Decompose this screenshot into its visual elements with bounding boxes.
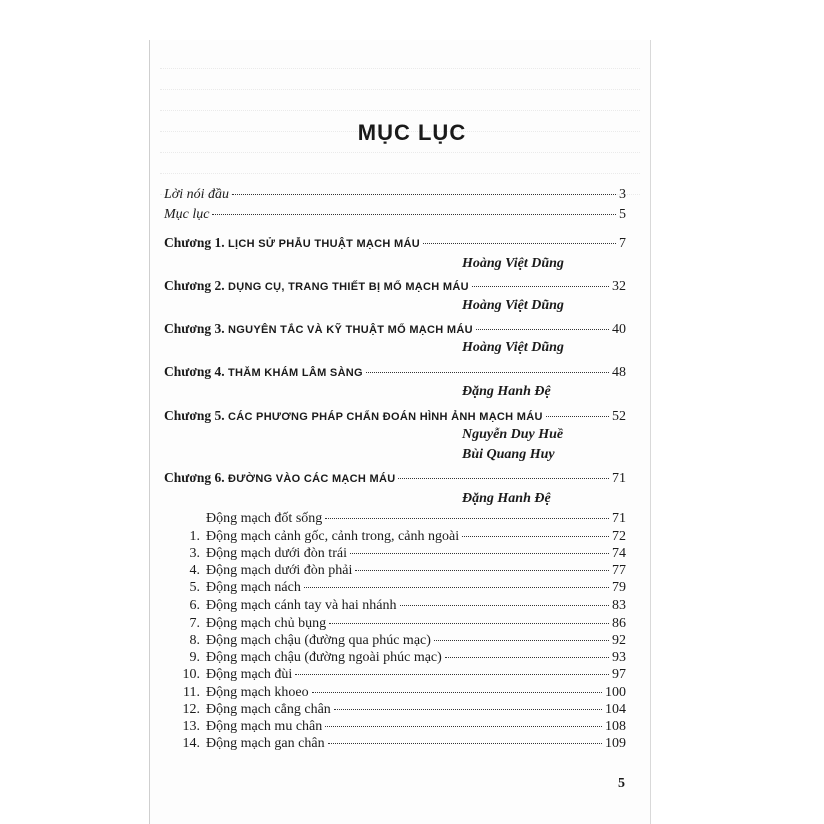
- toc-page-number: 74: [612, 546, 626, 561]
- dot-leader: [232, 194, 616, 195]
- section-number: 9.: [189, 650, 200, 665]
- dot-leader: [445, 657, 609, 658]
- toc-page-number: 71: [612, 471, 626, 486]
- toc-section[interactable]: [178, 616, 626, 632]
- section-number: 13.: [182, 719, 200, 734]
- section-label: [178, 719, 322, 735]
- page-number-folio: 5: [618, 776, 625, 791]
- section-title: Động mạch chủ bụng: [206, 616, 327, 631]
- dot-leader: [546, 416, 609, 417]
- toc-page-number: 32: [612, 279, 626, 294]
- section-title: Động mạch cảnh gốc, cảnh trong, cảnh ngoài: [206, 529, 460, 544]
- dot-leader: [304, 587, 609, 588]
- chapter-author: Hoàng Việt Dũng: [462, 298, 564, 313]
- chapter-label: [164, 364, 363, 380]
- chapter-label: [164, 278, 469, 294]
- section-label: [178, 511, 322, 527]
- section-label: [178, 529, 459, 545]
- section-label: [178, 598, 397, 614]
- toc-chapter-4[interactable]: [164, 364, 626, 381]
- toc-section[interactable]: [178, 580, 626, 596]
- section-label: [178, 563, 352, 579]
- chapter-author: Bùi Quang Huy: [462, 447, 555, 462]
- section-title: Động mạch dưới đòn phải: [206, 563, 353, 578]
- section-title: Động mạch khoeo: [206, 685, 309, 700]
- toc-section[interactable]: [178, 736, 626, 752]
- section-title: Động mạch chậu (đường ngoài phúc mạc): [206, 650, 442, 665]
- section-label: [178, 650, 442, 666]
- section-title: Động mạch chậu (đường qua phúc mạc): [206, 633, 431, 648]
- chapter-author: Hoàng Việt Dũng: [462, 256, 564, 271]
- section-label: [178, 580, 301, 596]
- toc-page-number: 71: [612, 511, 626, 526]
- chapter-prefix: Chương 1.: [164, 235, 225, 250]
- toc-page-number: 3: [619, 187, 626, 202]
- section-number: 1.: [189, 529, 200, 544]
- section-title: Động mạch đốt sống: [206, 511, 323, 526]
- dot-leader: [328, 743, 602, 744]
- section-label: [178, 546, 347, 562]
- section-title: Động mạch nách: [206, 580, 301, 595]
- toc-section[interactable]: [178, 529, 626, 545]
- chapter-prefix: Chương 4.: [164, 364, 225, 379]
- section-number: 14.: [182, 736, 200, 751]
- toc-page-number: 79: [612, 580, 626, 595]
- chapter-title: DỤNG CỤ, TRANG THIẾT BỊ MỔ MẠCH MÁU: [227, 281, 469, 293]
- toc-page-number: 72: [612, 529, 626, 544]
- dot-leader: [355, 570, 609, 571]
- toc-section[interactable]: [178, 511, 626, 527]
- chapter-title: CÁC PHƯƠNG PHÁP CHẨN ĐOÁN HÌNH ẢNH MẠCH MÁU: [227, 411, 543, 423]
- section-title: Động mạch cánh tay và hai nhánh: [206, 598, 397, 613]
- dot-leader: [476, 329, 609, 330]
- toc-entry-contents[interactable]: [164, 207, 626, 223]
- page-title: MỤC LỤC: [357, 120, 467, 145]
- chapter-author: Đặng Hanh Đệ: [462, 384, 551, 399]
- toc-entry-label: Lời nói đầu: [164, 187, 230, 202]
- toc-chapter-2[interactable]: [164, 278, 626, 295]
- chapter-prefix: Chương 3.: [164, 321, 225, 336]
- chapter-title: LỊCH SỬ PHẪU THUẬT MẠCH MÁU: [227, 238, 420, 250]
- chapter-title: THĂM KHÁM LÂM SÀNG: [227, 367, 363, 379]
- dot-leader: [434, 640, 609, 641]
- dot-leader: [325, 518, 609, 519]
- toc-chapter-1[interactable]: [164, 235, 626, 252]
- dot-leader: [423, 243, 616, 244]
- dot-leader: [398, 478, 609, 479]
- section-number: 3.: [189, 546, 200, 561]
- section-title: Động mạch đùi: [206, 667, 293, 682]
- section-number: 12.: [182, 702, 200, 717]
- section-label: [178, 667, 292, 683]
- chapter-title: NGUYÊN TẮC VÀ KỸ THUẬT MỔ MẠCH MÁU: [227, 324, 473, 336]
- toc-page-number: 48: [612, 365, 626, 380]
- chapter-author: Đặng Hanh Đệ: [462, 491, 551, 506]
- section-label: [178, 633, 431, 649]
- dot-leader: [312, 692, 602, 693]
- chapter-label: [164, 235, 420, 251]
- section-number: 4.: [189, 563, 200, 578]
- dot-leader: [295, 674, 609, 675]
- section-title: Động mạch dưới đòn trái: [206, 546, 347, 561]
- section-title: Động mạch gan chân: [206, 736, 325, 751]
- toc-page-number: 109: [605, 736, 626, 751]
- chapter-prefix: Chương 2.: [164, 278, 225, 293]
- section-number: 6.: [189, 598, 200, 613]
- section-number: 11.: [183, 685, 200, 700]
- chapter-prefix: Chương 6.: [164, 470, 225, 485]
- dot-leader: [334, 709, 602, 710]
- toc-entry-label: Mục lục: [164, 207, 210, 222]
- toc-chapter-5[interactable]: [164, 408, 626, 425]
- toc-section[interactable]: [178, 563, 626, 579]
- toc-page-number: 93: [612, 650, 626, 665]
- section-number: 7.: [189, 616, 200, 631]
- toc-section[interactable]: [178, 598, 626, 614]
- toc-chapter-6[interactable]: [164, 470, 626, 487]
- toc-page-number: 100: [605, 685, 626, 700]
- dot-leader: [462, 536, 609, 537]
- dot-leader: [472, 286, 609, 287]
- section-number: 8.: [189, 633, 200, 648]
- toc-section[interactable]: [178, 719, 626, 735]
- toc-page-number: 83: [612, 598, 626, 613]
- toc-page-number: 97: [612, 667, 626, 682]
- section-number: 5.: [189, 580, 200, 595]
- dot-leader: [350, 553, 609, 554]
- toc-section[interactable]: [178, 650, 626, 666]
- toc-page-number: 7: [619, 236, 626, 251]
- toc-page-number: 108: [605, 719, 626, 734]
- toc-page-number: 5: [619, 207, 626, 222]
- dot-leader: [329, 623, 609, 624]
- chapter-label: [164, 408, 543, 424]
- toc-section[interactable]: [178, 702, 626, 718]
- chapter-prefix: Chương 5.: [164, 408, 225, 423]
- section-label: [178, 616, 326, 632]
- chapter-author: Nguyễn Duy Huề: [462, 427, 564, 442]
- dot-leader: [400, 605, 610, 606]
- toc-page-number: 92: [612, 633, 626, 648]
- toc-page-number: 86: [612, 616, 626, 631]
- section-label: [178, 685, 309, 701]
- toc-page-number: 104: [605, 702, 626, 717]
- section-title: Động mạch mu chân: [206, 719, 323, 734]
- section-label: [178, 702, 331, 718]
- chapter-title: ĐƯỜNG VÀO CÁC MẠCH MÁU: [227, 473, 396, 485]
- toc-chapter-3[interactable]: [164, 321, 626, 338]
- toc-page-number: 40: [612, 322, 626, 337]
- toc-page-number: 52: [612, 409, 626, 424]
- toc-entry-preface[interactable]: [164, 187, 626, 203]
- chapter-label: [164, 321, 473, 337]
- section-title: Động mạch cẳng chân: [206, 702, 331, 717]
- toc-section[interactable]: [178, 685, 626, 701]
- section-label: [178, 736, 325, 752]
- toc-section[interactable]: [178, 667, 626, 683]
- toc-section[interactable]: [178, 633, 626, 649]
- dot-leader: [366, 372, 609, 373]
- dot-leader: [325, 726, 602, 727]
- chapter-label: [164, 470, 395, 486]
- toc-section[interactable]: [178, 546, 626, 562]
- toc-page-number: 77: [612, 563, 626, 578]
- dot-leader: [212, 214, 616, 215]
- section-number: 10.: [182, 667, 200, 682]
- chapter-author: Hoàng Việt Dũng: [462, 340, 564, 355]
